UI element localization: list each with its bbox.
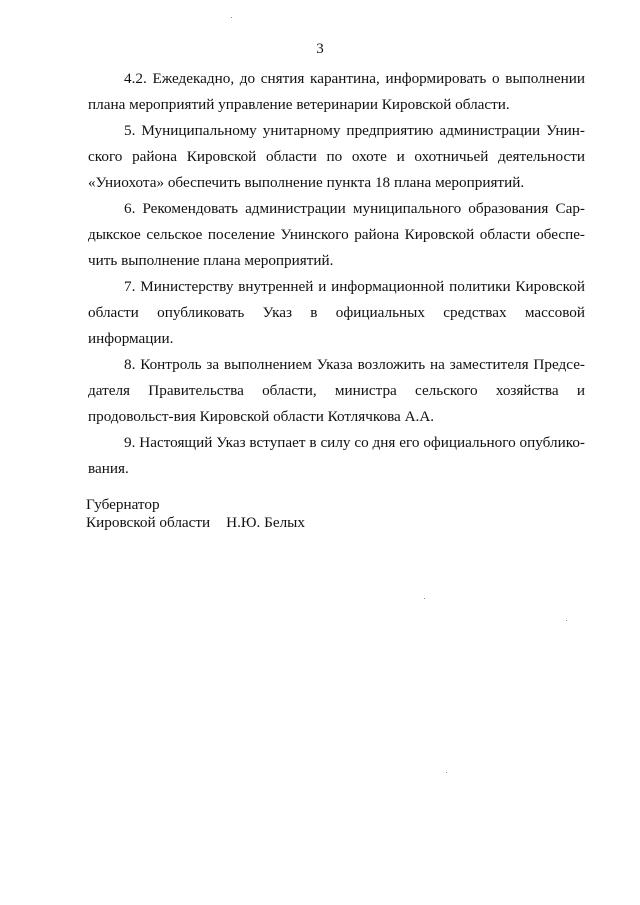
scan-speck: [566, 620, 567, 621]
paragraph-5: 5. Муниципальному унитарному предприятию администрации Унин-ского района Кировской области по охоте и охотничьей деятельности «Униохота» обеспечить выполнение пункта 18 плана мероприятий.: [88, 122, 585, 191]
page-number: 3: [316, 41, 324, 57]
document-body: [88, 66, 585, 482]
paragraph-9: 9. Настоящий Указ вступает в силу со дня его официального опублико-вания.: [88, 434, 585, 477]
signature-title-row: [86, 514, 305, 532]
paragraph-4-2: 4.2. Ежедекадно, до снятия карантина, информировать о выполнении плана мероприятий управление ветеринарии Кировской области.: [88, 70, 585, 113]
signature-title-line2: Кировской области: [86, 514, 211, 531]
paragraph-7: 7. Министерству внутренней и информационной политики Кировской области опубликовать Указ в официальных средствах массовой информации.: [88, 278, 585, 347]
scan-speck: [231, 17, 232, 18]
paragraph-6: 6. Рекомендовать администрации муниципального образования Сар-дыкское сельское поселение Унинского района Кировской области обеспе-чить выполнение плана мероприятий.: [88, 200, 585, 269]
signatory-name: Н.Ю. Белых: [226, 514, 305, 531]
scan-speck: [424, 598, 425, 599]
paragraph-8: 8. Контроль за выполнением Указа возложить на заместителя Предсе-дателя Правительства области, министра сельского хозяйства и продовольст-вия Кировской области Котлячкова А.А.: [88, 356, 585, 425]
scan-speck: [446, 772, 447, 773]
signature-title-line1: Губернатор: [86, 496, 160, 513]
signature-block: [86, 496, 305, 532]
